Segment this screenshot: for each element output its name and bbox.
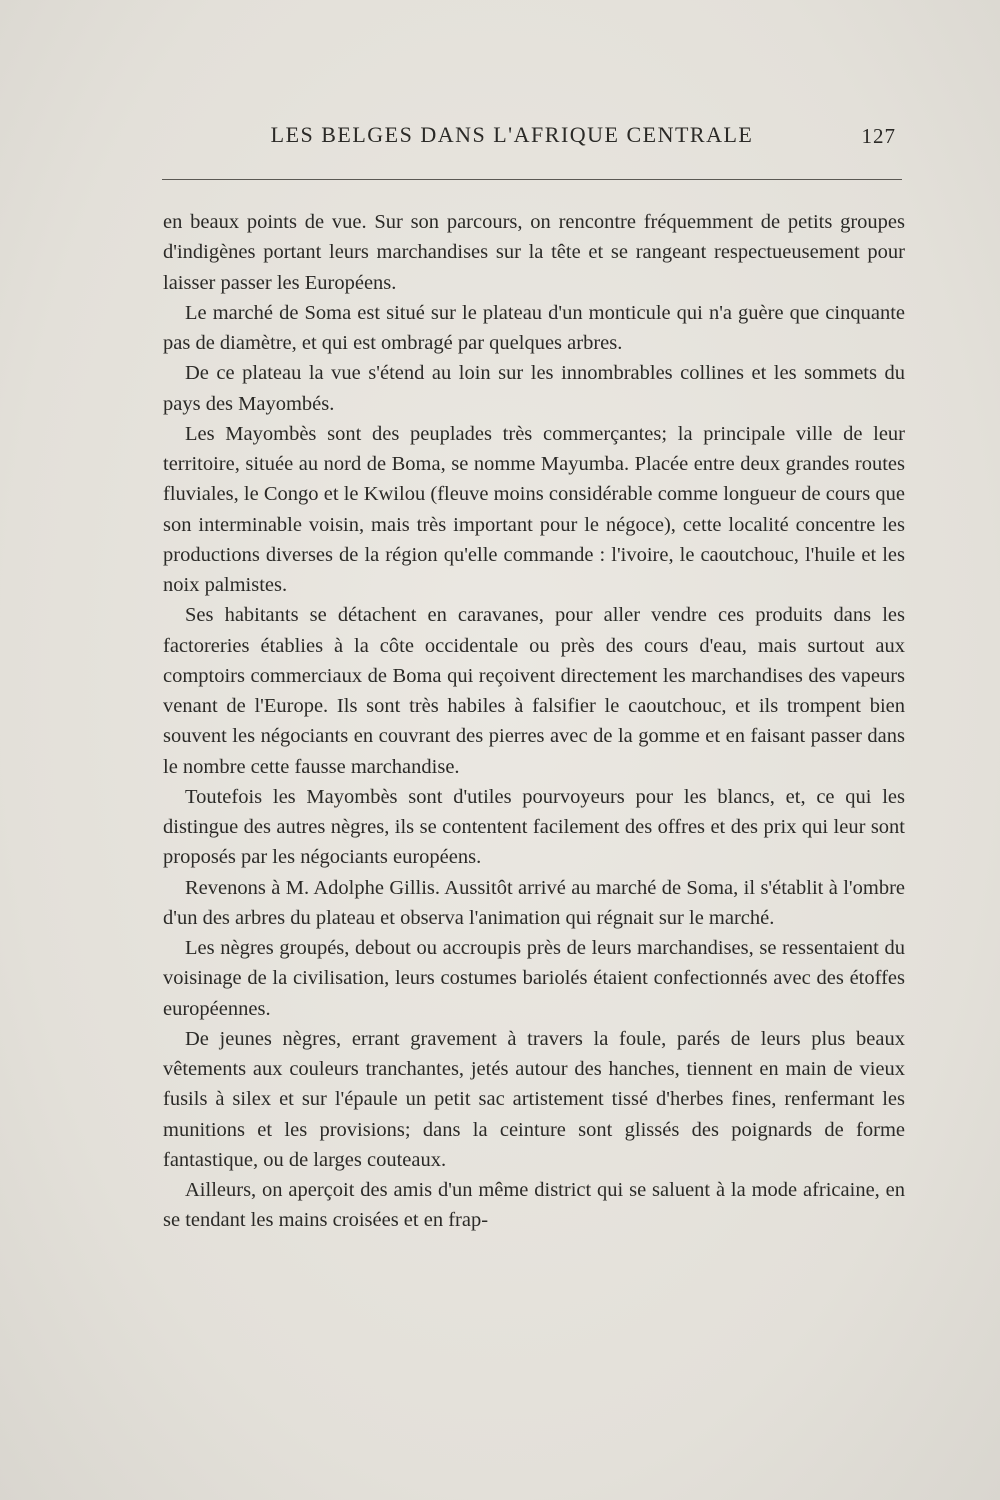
paragraph: Les Mayombès sont des peuplades très commerçantes; la principale ville de leur territoire, située au nord de Boma, se nomme Mayumba. Placée entre deux grandes routes fluviales, le Congo et le Kwilou (fleuve moins considérable comme longueur de cours que son interminable voisin, mais très important pour le négoce), cette localité concentre les productions diverses de la région qu'elle commande : l'ivoire, le caoutchouc, l'huile et les noix palmistes. — [163, 422, 905, 596]
paragraph: Toutefois les Mayombès sont d'utiles pourvoyeurs pour les blancs, et, ce qui les distingue des autres nègres, ils se contentent facilement des offres et des prix qui leur sont proposés par les négociants européens. — [163, 785, 905, 869]
paragraph: Le marché de Soma est situé sur le plateau d'un monticule qui n'a guère que cinquante pas de diamètre, et qui est ombragé par quelques arbres. — [163, 301, 905, 354]
paragraph: De ce plateau la vue s'étend au loin sur les innombrables collines et les sommets du pays des Mayombés. — [163, 362, 905, 415]
paragraph: en beaux points de vue. Sur son parcours, on rencontre fréquemment de petits groupes d'indigènes portant leurs marchandises sur la tête et se rangeant respectueusement pour laisser passer les Européens. — [163, 211, 905, 294]
running-title: LES BELGES DANS L'AFRIQUE CENTRALE — [270, 122, 754, 147]
running-header — [162, 118, 902, 154]
header-rule — [162, 179, 902, 180]
page-number: 127 — [861, 124, 896, 148]
paragraph: Ses habitants se détachent en caravanes, pour aller vendre ces produits dans les factoreries établies à la côte occidentale ou près des cours d'eau, mais surtout aux comptoirs commerciaux de Boma qui reçoivent directement les marchandises des vapeurs venant de l'Europe. Ils sont très habiles à falsifier le caoutchouc, et ils trompent bien souvent les négociants en couvrant des pierres avec de la gomme et en faisant passer dans le nombre cette fausse marchandise. — [163, 604, 905, 778]
paragraph: Revenons à M. Adolphe Gillis. Aussitôt arrivé au marché de Soma, il s'établit à l'ombre d'un des arbres du plateau et observa l'animation qui régnait sur le marché. — [163, 876, 905, 929]
paragraph: De jeunes nègres, errant gravement à travers la foule, parés de leurs plus beaux vêtements aux couleurs tranchantes, jetés autour des hanches, tiennent en main de vieux fusils à silex et sur l'épaule un petit sac artistement tissé d'herbes fines, renfermant les munitions et les provisions; dans la ceinture sont glissés des poignards de forme fantastique, ou de larges couteaux. — [163, 1027, 905, 1171]
body-text — [163, 207, 905, 1236]
paragraph: Ailleurs, on aperçoit des amis d'un même district qui se saluent à la mode africaine, en se tendant les mains croisées et en frap- — [163, 1179, 905, 1232]
paragraph: Les nègres groupés, debout ou accroupis près de leurs marchandises, se ressentaient du voisinage de la civilisation, leurs costumes bariolés étaient confectionnés avec des étoffes européennes. — [163, 937, 905, 1020]
